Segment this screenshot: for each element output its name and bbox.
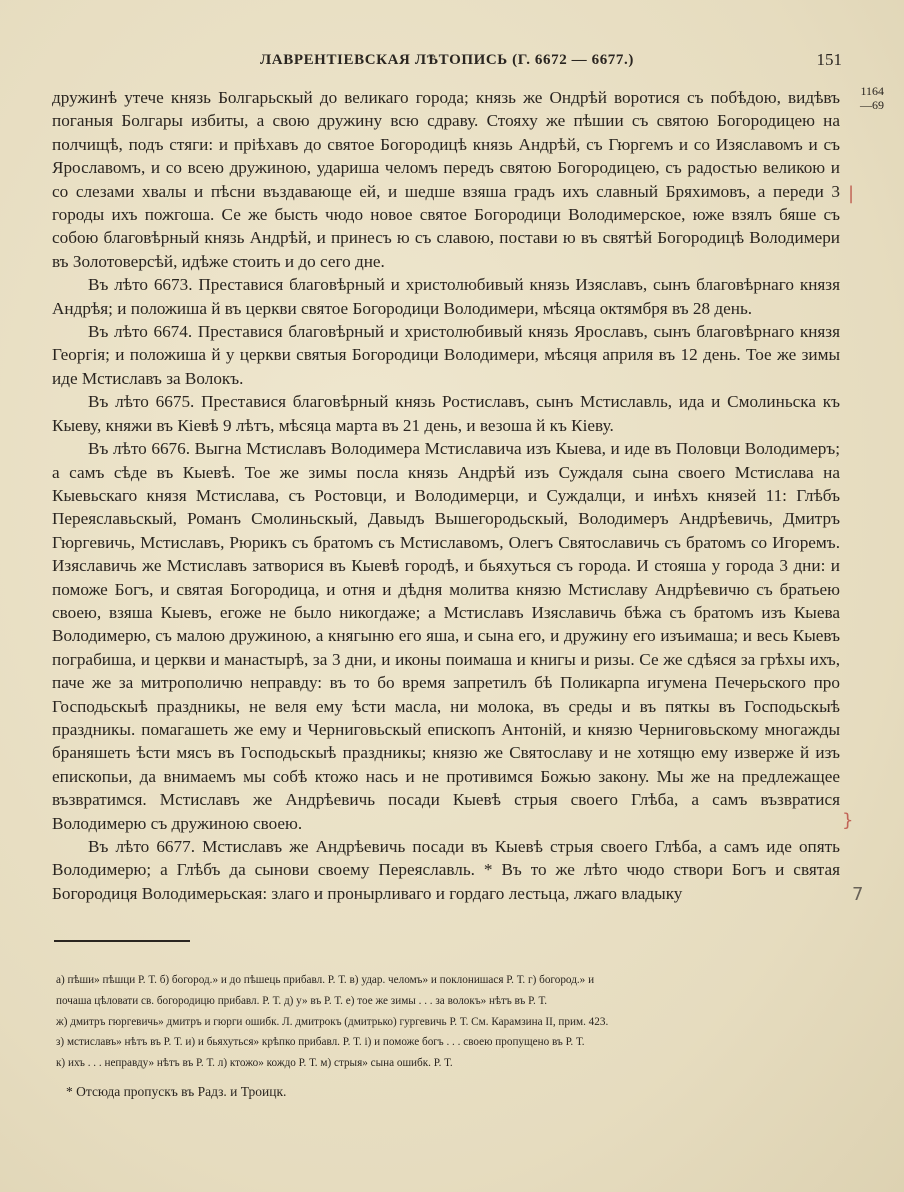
paragraph-6677: Въ лѣто 6677. Мстиславъ же Андрѣевичь посади въ Кыевѣ стрыя своего Глѣба, а самъ иде опять Володимерю; а Глѣбъ да сынови своему Переяславль. * Въ то же лѣто чюдо створи Богъ и святая Богородиця Володимерьская: злаго и пронырливаго и гордаго лестьца, лжаго владыку <box>52 837 840 903</box>
paragraph-6673: Въ лѣто 6673. Преставися благовѣрный и христолюбивый князь Изяславъ, сынъ благовѣрнаго князя Андрѣя; и положиша й въ церкви святое Богородици Володимери, мѣсяца октямбря въ 28 день. <box>52 275 840 318</box>
paragraph-6676: Въ лѣто 6676. Выгна Мстиславъ Володимера Мстиславича изъ Кыева, и иде въ Половци Володимеръ; а самъ сѣде въ Кыевѣ. Тое же зимы посла князь Андрѣй изъ Суждаля сына своего Мстислава на Кыевьскаго князя Мстислава, съ Ростовци, и Володимерци, и Суждалци, и инѣхъ князей 11: Глѣбъ Переяславьскый, Романъ Смолиньскый, Давыдъ Вышегородьскый, Володимеръ Андрѣевичь, Дмитръ Гюргевичь, Мстиславъ, Рюрикъ съ братомъ съ Мстиславомъ, Олегъ Святославичь съ братомъ со Игоремъ. Изяславичь же Мстиславъ затворися въ Кыевѣ городѣ, и бьяхуться съ города. И стояша у города 3 дни: и поможе Богъ, и святая Богородица, и отня и дѣдня молитва князю Мстиславу Андрѣевичю съ братьею своею, взяша Кыевъ, егоже не было никогдаже; а Мстиславъ Изяславичь бѣжа съ братомъ изъ Кыева Володимерю, съ малою дружиною, а княгыню его яша, и сына его, и дружину его изъимаша; и весь Кыевъ пограбиша, и церкви и манастырѣ, за 3 дни, и иконы поимаша и книгы и ризы. Се же сдѣяся за грѣхы ихъ, паче же за митрополичю неправду: въ то бо время запретилъ бѣ Поликарпа игумена Печерьского про Господьскыѣ праздникы, не веля ему ѣсти масла, ни молока, въ среды и въ пяткы въ Господьскыѣ праздникы. помагашеть же ему и Черниговьскый епископъ Антоній, и князю Черниговьскому многажды браняшеть ѣсти мясъ въ Господьскыѣ праздникы; князю же Святославу и не хотящю ему изверже й изъ епископьи, да внимаемъ мы собѣ ктожо нась и не противимся Божью закону. Мы же на предлежащее възвратимся. Мстиславъ же Андрѣевичь посади Кыевѣ стрыя своего Глѣба, а самъ възвратися Володимерю съ дружиною своею. <box>52 439 840 833</box>
header-title: ЛАВРЕНТІЕВСКАЯ ЛѢТОПИСЬ (Г. 6672 — 6677.) <box>260 52 634 68</box>
footnote-divider <box>54 940 190 942</box>
margin-year-start: 1164 <box>860 84 884 98</box>
paragraph-6674: Въ лѣто 6674. Преставися благовѣрный и христолюбивый князь Ярославъ, сынъ благовѣрнаго князя Георгія; и положиша й у церкви святыя Богородици Володимери, мѣсяця априля въ 12 день. Тое же зимы иде Мстиславъ за Волокъ. <box>52 322 840 388</box>
page-number: 151 <box>816 50 842 69</box>
star-note: * Отсюда пропускъ въ Радз. и Троицк. <box>66 1084 287 1099</box>
chronicle-text <box>52 86 840 905</box>
running-header <box>48 48 848 74</box>
paragraph-continuation: дружинѣ утече князь Болгарьскый до великаго города; князь же Ондрѣй воротися съ побѣдою, видѣвъ поганыя Болгары избиты, а свою дружину всю сдраву. Стояху же пѣшии съ святою Богородицею на полчищѣ, подъ стяги: и пріѣхавъ до святое Богородицѣ князь Андрѣй, съ Гюргемъ и со Изяславомъ и съ Ярославомъ, и со всею дружиною, удариша челомъ передъ святою Богородицею, съ радостью великою и со слезами хвалы и пѣсни въздавающе ей, и шедше взяша градъ ихъ славный Бряхимовъ, а переди 3 городы ихъ пожгоша. Се же бысть чюдо новое святое Богородици Володимерское, юже взялъ бяше съ собою благовѣрный князь Андрѣй, и принесъ ю съ славою, постави ю въ святѣй Богородицѣ Володимери въ Золотоверсѣй, идѣже стоить и до сего дне. <box>52 88 840 271</box>
pencil-bracket-icon: } <box>842 810 854 831</box>
footnote-line: а) пѣши» пѣшци Р. Т. б) богород.» и до пѣшець прибавл. Р. Т. в) удар. челомъ» и поклонишася Р. Т. г) богород.» и <box>56 974 595 986</box>
footnote-line: к) ихъ . . . неправду» нѣтъ въ Р. Т. л) ктожо» кождо Р. Т. м) стрыя» сына ошибк. Р. Т. <box>56 1057 453 1070</box>
pencil-seven-icon: 7 <box>852 884 864 905</box>
margin-year-range <box>860 84 884 112</box>
footnote-line: ж) дмитръ гюргевичь» дмитръ и гюрги ошибк. Л. дмитрокъ (дмитрько) гургевичь Р. Т. См. Карамзина II, прим. 423. <box>56 1015 609 1028</box>
paragraph-6675: Въ лѣто 6675. Преставися благовѣрный князь Ростиславъ, сынъ Мстиславль, ида и Смолиньска къ Кыеву, княжи въ Кіевѣ 9 лѣтъ, мѣсяца марта въ 21 день, и везоша й къ Кіеву. <box>52 392 840 435</box>
footnotes <box>56 970 842 1074</box>
pencil-mark-icon: | <box>848 183 855 204</box>
margin-year-end: —69 <box>860 98 884 112</box>
footnote-line: з) мстиславъ» нѣтъ въ Р. Т. и) и бьяхуться» крѣпко прибавл. Р. Т. і) и поможе богъ . . . своею пропущено въ Р. Т. <box>56 1036 585 1049</box>
footnote-line: почаша цѣловати св. богородицю прибавл. Р. Т. д) у» въ Р. Т. е) тое же зимы . . . за волокъ» нѣтъ въ Р. Т. <box>56 994 548 1007</box>
